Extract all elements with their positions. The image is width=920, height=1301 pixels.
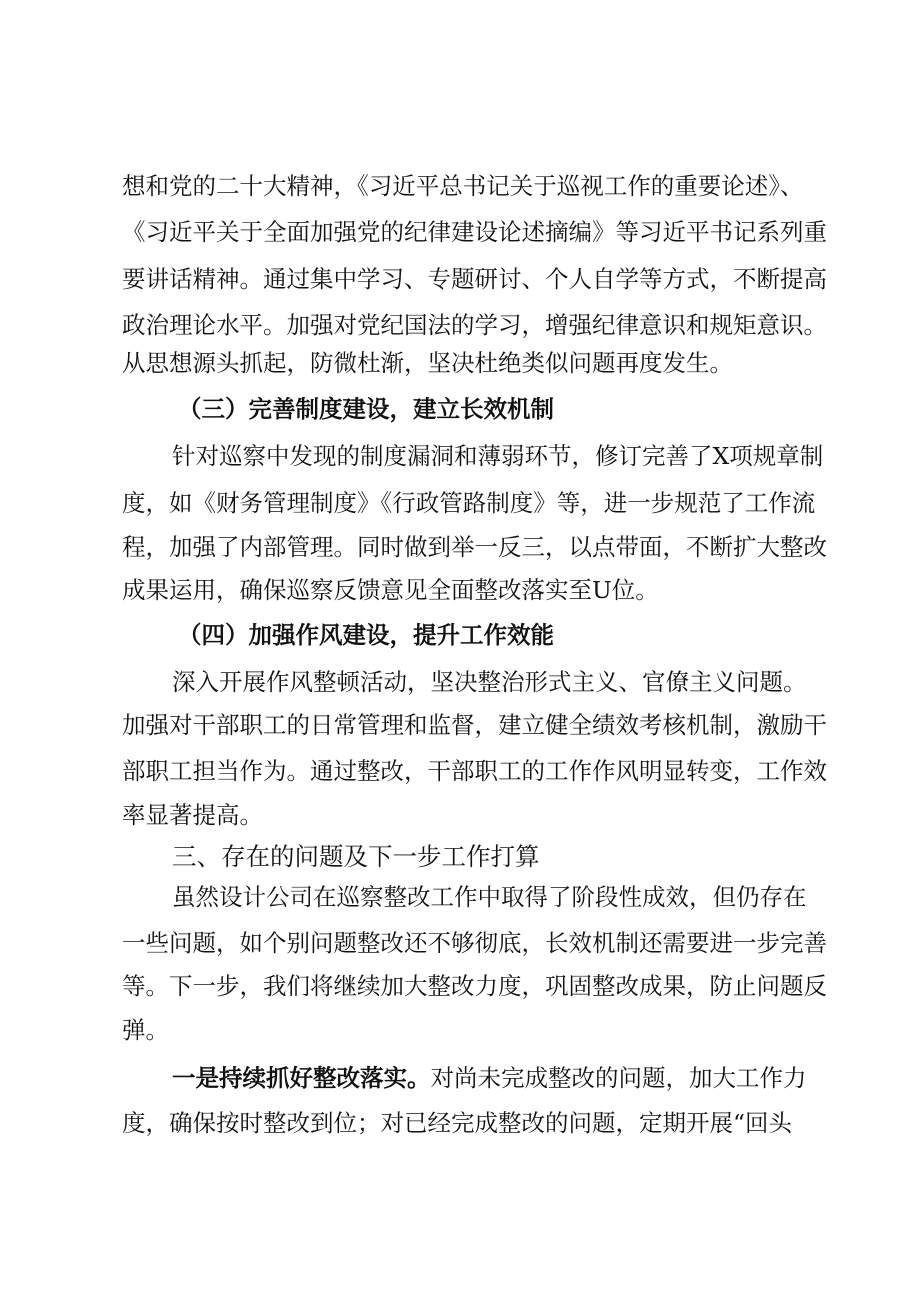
paragraph-line: 部职工担当作为。通过整改，干部职工的工作作风明显转变，工作效 (122, 757, 827, 785)
paragraph-line (0, 1055, 920, 1101)
point-one-lead: 一是持续抓好整改落实。 (172, 1064, 431, 1092)
paragraph-line: 等。下一步，我们将继续加大整改力度，巩固整改成果，防止问题反 (122, 972, 827, 1000)
paragraph-line: 成果运用，确保巡察反馈意见全面整改落实至U位。 (122, 576, 659, 604)
paragraph-line: 从思想源头抓起，防微杜渐，坚决杜绝类似问题再度发生。 (122, 349, 733, 377)
paragraph-line: 针对巡察中发现的制度漏洞和薄弱环节，修订完善了X项规章制 (172, 442, 824, 470)
paragraph-line: 度，如《财务管理制度》《行政管路制度》等，进一步规范了工作流 (122, 489, 816, 517)
subheading-three: （三）完善制度建设，建立长效机制 (178, 395, 554, 423)
paragraph-line: 程，加强了内部管理。同时做到举一反三，以点带面，不断扩大整改 (122, 533, 827, 561)
subheading-four: （四）加强作风建设，提升工作效能 (178, 621, 554, 649)
paragraph-line: 《习近平关于全面加强党的纪律建设论述摘编》等习近平书记系列重 (122, 218, 827, 246)
paragraph-line: 想和党的二十大精神，《习近平总书记关于巡视工作的重要论述》、 (122, 172, 804, 200)
paragraph-line: 深入开展作风整顿活动，坚决整治形式主义、官僚主义问题。 (172, 668, 807, 696)
section-title: 三、存在的问题及下一步工作打算 (172, 842, 540, 871)
paragraph-line: 政治理论水平。加强对党纪国法的学习，增强纪律意识和规矩意识。 (122, 311, 827, 339)
paragraph-line: 率显著提高。 (122, 801, 263, 829)
paragraph-line: 度，确保按时整改到位；对已经完成整改的问题，定期开展“回头 (122, 1109, 793, 1137)
paragraph-line: 要讲话精神。通过集中学习、专题研讨、个人自学等方式，不断提高 (122, 265, 827, 293)
paragraph-line: 一些问题，如个别问题整改还不够彻底，长效机制还需要进一步完善 (122, 929, 827, 957)
paragraph-line: 加强对干部职工的日常管理和监督，建立健全绩效考核机制，激励干 (122, 711, 827, 739)
paragraph-line: 虽然设计公司在巡察整改工作中取得了阶段性成效，但仍存在 (172, 883, 807, 911)
point-one-text: 对尚未完成整改的问题，加大工作力 (430, 1064, 807, 1092)
paragraph-line: 弹。 (122, 1016, 169, 1044)
